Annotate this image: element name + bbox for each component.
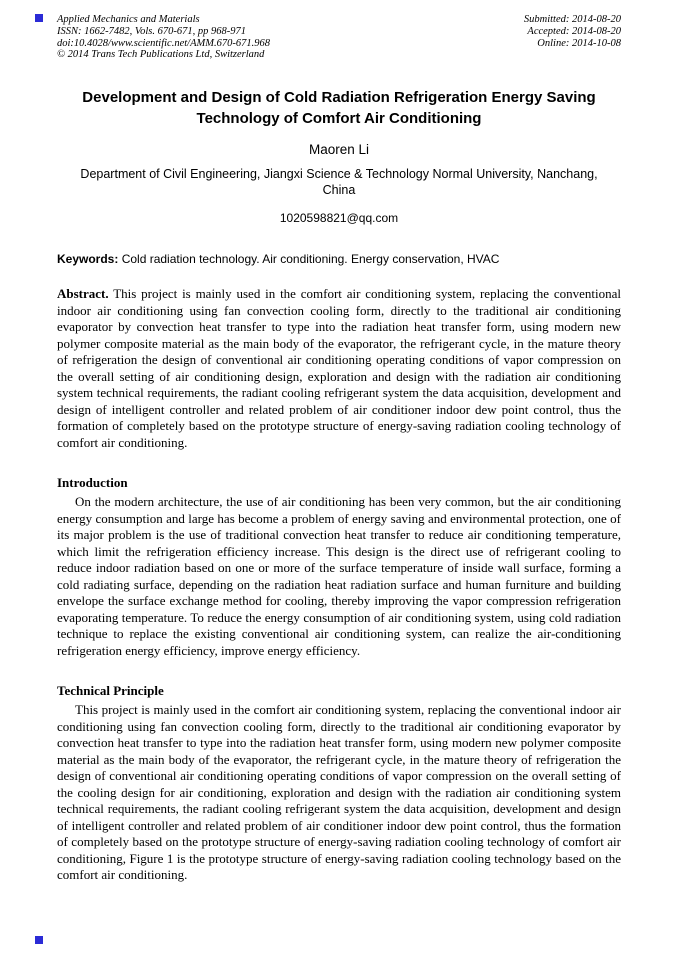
accepted-date: Accepted: 2014-08-20 [527,25,621,37]
corner-marker-top [35,14,43,22]
section-introduction [57,475,621,659]
section-paragraph: On the modern architecture, the use of air conditioning has been very common, but the air conditioning energy consumption and large has become a problem of energy saving and environmental protection, one of its major problem is the use of traditional convection heat transfer to reduce air conditioning temperature, which limit the refrigeration efficiency increase. This design is the direct use of refrigerant cooling to reduce indoor radiation based on one or more of the surface temperature of inside wall surface, forming a cold radiating surface, depending on the radiation heat radiation surface and human furniture and building envelope the surface exchange method for cooling, thereby improving the vapor compression refrigeration evaporating temperature. To reduce the energy consumption of air conditioning system, using cold radiation technique to replace the existing conventional air conditioning system, can realize the air-conditioning refrigeration energy efficiency, improve energy efficiency. [57,494,621,658]
section-heading-introduction: Introduction [57,475,128,491]
abstract-label: Abstract. [57,286,109,302]
author-name: Maoren Li [308,142,370,158]
submitted-date: Submitted: 2014-08-20 [523,14,621,25]
author-email: 1020598821@qq.com [279,211,399,226]
section-heading-technical-principle: Technical Principle [57,683,164,699]
paper-title: Development and Design of Cold Radiation Refrigeration Energy Saving Technology of Comfort Air Conditioning [82,89,596,128]
keywords-label: Keywords: [57,252,119,267]
journal-header [57,14,621,61]
online-date: Online: 2014-10-08 [537,37,621,49]
journal-issn-volume: ISSN: 1662-7482, Vols. 670-671, pp 968-971 [57,25,246,37]
author-affiliation: Department of Civil Engineering, Jiangxi Science & Technology Normal University, Nanchang, China [80,167,598,198]
journal-name: Applied Mechanics and Materials [57,14,200,25]
journal-doi: doi:10.4028/www.scientific.net/AMM.670-671.968 [57,37,270,49]
abstract [57,286,621,451]
abstract-text: This project is mainly used in the comfort air conditioning system, replacing the conventional indoor air conditioning using fan convection cooling form, directly to the traditional air conditioning evaporator by convection heat transfer to type into the radiation heat transfer form, using modern new polymer composite material as the main body of the evaporator, the refrigerant cycle, in the mature theory of refrigeration the design of conventional air conditioning operating conditions of vapor compression on the overall setting of air conditioning design, exploration and design with the radiation air conditioning system technical requirements, the radiant cooling refrigerant system the data acquisition, development and design of intelligent controller and related problem of air conditioner indoor dew point control, thus the formation of completely based on the prototype structure of energy-saving radiation cooling technology of comfort air conditioning. [57,286,622,450]
keywords-text: Cold radiation technology. Air conditioning. Energy conservation, HVAC [121,252,500,267]
section-technical-principle [57,683,621,884]
keywords-line [57,252,621,266]
section-paragraph: This project is mainly used in the comfort air conditioning system, replacing the conventional indoor air conditioning using fan convection cooling form, directly to the traditional air conditioning evaporator by convection heat transfer to type into the radiation heat transfer form, using modern new polymer composite material as the main body of the evaporator, the refrigerant cycle, in the mature theory of refrigeration the design of conventional air conditioning operating conditions of vapor compression on the overall setting of the cooling design for air conditioning, exploration and design with the radiation air conditioning system technical requirements, the radiant cooling refrigerant system the data acquisition, development and design of intelligent controller and related problem of air conditioner indoor dew point control, thus the formation of completely based on the prototype structure of energy-saving radiation cooling technology of comfort air conditioning, Figure 1 is the prototype structure of energy-saving radiation cooling technology based on the comfort air conditioning. [57,702,621,883]
submission-dates [524,14,621,61]
journal-copyright: © 2014 Trans Tech Publications Ltd, Switzerland [57,49,265,61]
corner-marker-bottom [35,936,43,944]
journal-info [57,14,270,61]
